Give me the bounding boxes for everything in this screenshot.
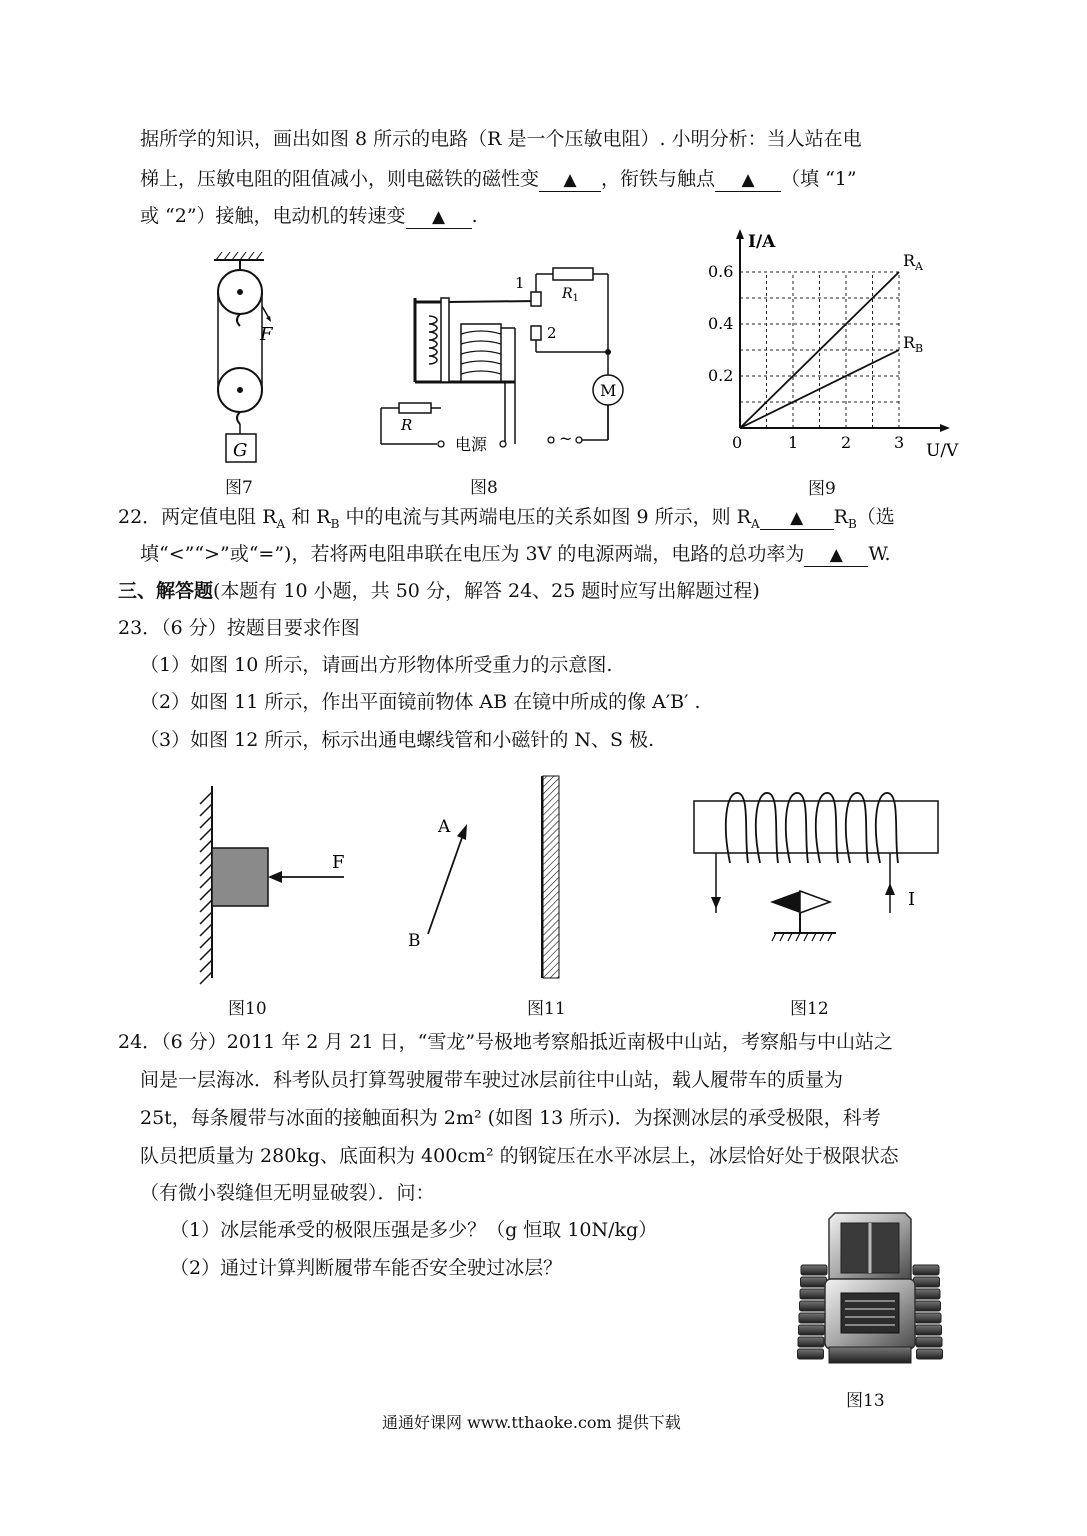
q22-line-2 (140, 542, 891, 567)
answer-blank (760, 506, 834, 530)
wall-hatch-line (200, 816, 212, 828)
intro-line-3-a: 或 “2”）接触，电动机的转速变 (140, 205, 406, 227)
track-segment (914, 1277, 940, 1287)
q24-line-1: 24．（6 分）2011 年 2 月 21 日，“雪龙”号极地考察船抵近南极中山站，考察船与中山站之 (118, 1031, 894, 1053)
figure-12-solenoid (690, 785, 950, 955)
q22-line-1 (118, 505, 895, 536)
fig8-label-source: 电源 (455, 435, 488, 454)
wall-hatch-line (200, 912, 212, 924)
wall-hatch-line (200, 852, 212, 864)
q22-sub-a-2: A (750, 516, 760, 531)
answer-blank (804, 543, 868, 567)
fig8-label-ac: ~ (559, 429, 573, 448)
q22-line-1-c: 中的电流与其两端电压的关系如图 9 所示，则 R (339, 506, 751, 528)
q22-sub-b: B (330, 516, 340, 531)
blank-marker: ▲ (563, 170, 577, 190)
figure-10-wall-block (186, 782, 356, 982)
intro-line-2-b: ，衔铁与触点 (601, 168, 716, 190)
q24-line-5: （有微小裂缝但无明显破裂）．问： (140, 1182, 435, 1204)
intro-line-2-c: （填 “1” (781, 168, 857, 190)
x-tick-label: 0 (732, 433, 743, 452)
track-segment (801, 1277, 827, 1287)
q24-line-4: 队员把质量为 280kg、底面积为 400cm² 的钢锭压在水平冰层上，冰层恰好处于极限状态 (140, 1145, 899, 1167)
blank-marker: ▲ (790, 508, 804, 528)
track-segment (917, 1349, 943, 1359)
blank-marker: ▲ (432, 207, 446, 227)
wall-hatch-line (200, 792, 212, 804)
fig10-label-f: F (332, 852, 345, 873)
intro-line-2-a: 梯上，压敏电阻的阻值减小，则电磁铁的磁性变 (140, 168, 540, 190)
series-label-ra: $R_A$ (903, 251, 923, 273)
y-axis-arrow (736, 229, 744, 239)
track-segment (914, 1289, 940, 1299)
figure-7-pulley (200, 248, 290, 468)
x-tick-label: 2 (841, 433, 852, 452)
figure-9-chart (700, 225, 970, 465)
track-segment (800, 1301, 826, 1311)
q23-item-1: （1）如图 10 所示，请画出方形物体所受重力的示意图. (140, 654, 613, 676)
fig8-label-1: 1 (515, 274, 525, 292)
q24-line-3: 25t，每条履带与冰面的接触面积为 2m² (如图 13 所示)．为探测冰层的承受极限，科考 (140, 1107, 881, 1129)
fig8-label-r1 (561, 286, 579, 304)
wall-hatch-line (200, 888, 212, 900)
fig8-label-r: R (401, 416, 413, 434)
fig11-label-b: B (408, 931, 421, 951)
track-segment (916, 1337, 942, 1347)
x-tick-label: 3 (894, 433, 905, 452)
page-footer: 通通好课网 www.tthaoke.com 提供下载 (382, 1413, 681, 1432)
figure-12-caption: 图12 (790, 999, 829, 1019)
wall-hatch-line (200, 924, 212, 936)
q24-line-2: 间是一层海冰．科考队员打算驾驶履带车驶过冰层前往中山站，载人履带车的质量为 (140, 1069, 844, 1091)
wall-hatch-line (200, 960, 212, 972)
blank-marker: ▲ (829, 545, 843, 565)
x-axis-arrow (940, 424, 950, 432)
intro-line-1: 据所学的知识，画出如图 8 所示的电路（R 是一个压敏电阻）. 小明分析：当人站在电 (140, 128, 862, 150)
answer-blank (406, 205, 472, 229)
q22-sub-b-2: B (847, 516, 857, 531)
q22-sub-a: A (276, 516, 286, 531)
y-tick-label: 0.4 (708, 314, 734, 333)
q23-item-2: （2）如图 11 所示，作出平面镜前物体 AB 在镜中所成的像 A′B′ . (140, 691, 701, 713)
q22-line-2-b: W. (868, 543, 891, 565)
section-3-heading (118, 579, 760, 603)
q22-line-2-a: 填“<”“>”或“=”)，若将两电阻串联在电压为 3V 的电源两端，电路的总功率为 (140, 543, 805, 565)
y-tick-label: 0.6 (708, 262, 734, 281)
intro-line-3-b: . (471, 205, 478, 227)
fig8-label-m: M (600, 381, 617, 400)
y-tick-label: 0.2 (708, 366, 734, 385)
figure-8-circuit (375, 258, 625, 454)
track-segment (798, 1349, 824, 1359)
blank-marker: ▲ (741, 170, 755, 190)
track-segment (800, 1289, 826, 1299)
figure-10-caption: 图10 (228, 999, 267, 1019)
figure-9-caption: 图9 (808, 479, 836, 499)
wall-hatch-line (200, 936, 212, 948)
figure-8-caption: 图8 (470, 478, 498, 498)
q23-item-3: （3）如图 12 所示，标示出通电螺线管和小磁针的 N、S 极. (140, 729, 655, 751)
answer-blank (715, 168, 781, 192)
q22-line-1-d: R (833, 506, 848, 528)
figure-11-mirror (400, 774, 570, 984)
wall-hatch-line (200, 876, 212, 888)
wall-hatch-line (200, 840, 212, 852)
wall-hatch-line (200, 948, 212, 960)
answer-blank (539, 168, 601, 192)
fig8-label-r1-sub: 1 (572, 293, 579, 304)
section-3-note: (本题有 10 小题，共 50 分，解答 24、25 题时应写出解题过程) (213, 580, 760, 602)
track-segment (915, 1301, 941, 1311)
track-segment (801, 1265, 827, 1275)
wall-hatch-line (200, 972, 212, 984)
track-segment (916, 1325, 942, 1335)
wall-hatch-line (200, 864, 212, 876)
q24-item-2: （2）通过计算判断履带车能否安全驶过冰层？ (170, 1257, 563, 1279)
track-segment (915, 1313, 941, 1323)
q22-line-1-b: 和 R (285, 506, 331, 528)
fig8-label-r1-letter: R (562, 286, 573, 302)
track-segment (913, 1265, 939, 1275)
y-axis-label: I/A (748, 232, 776, 252)
intro-line-2 (140, 167, 857, 192)
q22-line-1-e: （选 (856, 506, 895, 528)
q23-title: 23．（6 分）按题目要求作图 (118, 617, 360, 639)
section-3-title: 三、解答题 (118, 580, 214, 602)
fig12-label-i: I (908, 889, 916, 910)
wall-hatch-line (200, 828, 212, 840)
wall-hatch-line (200, 900, 212, 912)
x-tick-label: 1 (788, 433, 799, 452)
fig7-label-g: G (233, 440, 248, 461)
figure-13-caption: 图13 (846, 1391, 885, 1411)
figure-13-tracked-vehicle (795, 1205, 945, 1380)
fig8-label-2: 2 (547, 324, 557, 342)
track-segment (799, 1313, 825, 1323)
x-axis-label: U/V (926, 441, 959, 461)
wall-hatch-line (200, 804, 212, 816)
q24-item-1: （1）冰层能承受的极限压强是多少？（g 恒取 10N/kg） (170, 1219, 658, 1241)
series-label-rb: $R_B$ (903, 333, 924, 355)
intro-line-3 (140, 204, 478, 229)
track-segment (799, 1325, 825, 1335)
figure-11-caption: 图11 (527, 999, 566, 1019)
fig11-label-a: A (438, 817, 451, 837)
figure-7-caption: 图7 (225, 478, 253, 498)
q22-line-1-a: 22．两定值电阻 R (118, 506, 277, 528)
fig7-label-f: F (260, 324, 273, 345)
track-segment (798, 1337, 824, 1347)
